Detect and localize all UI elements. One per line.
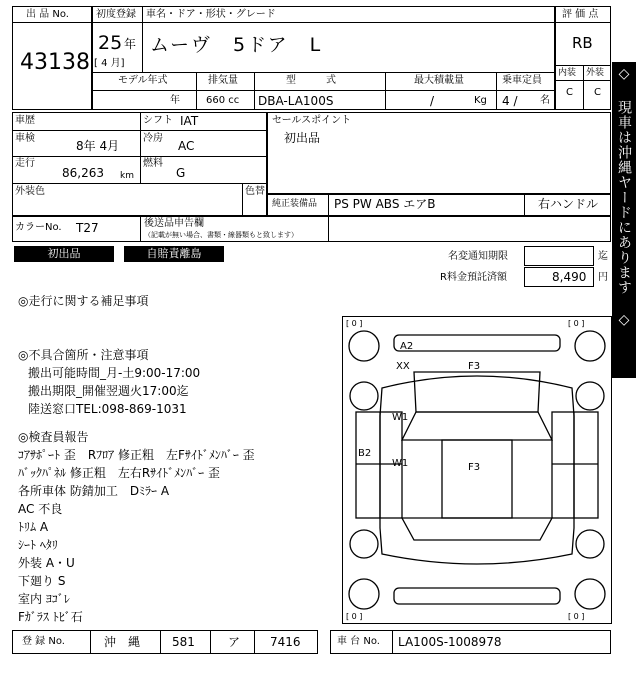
fuel-label: 燃料 — [143, 158, 163, 169]
max-load-slash: / — [430, 94, 435, 108]
sales-point-label: セールスポイント — [272, 115, 352, 126]
inspection-label: 車検 — [15, 133, 35, 144]
grade-label: 評 価 点 — [562, 9, 599, 20]
year-unit: 年 — [124, 37, 137, 51]
postnote-sub: （記載が無い場合、書類・線器類もと致します） — [144, 231, 298, 239]
first-reg-month: [ 4 月] — [94, 58, 125, 69]
corner-fr: [ 0 ] — [568, 319, 585, 328]
wheel-rear-left-icon — [349, 579, 379, 609]
capacity-label: 乗車定員 — [502, 75, 542, 86]
history-label: 車歴 — [15, 115, 35, 126]
chassis-label: 車 台 No. — [337, 636, 380, 647]
shift: IAT — [180, 114, 199, 128]
name-change-box — [524, 246, 594, 266]
right-side-view — [394, 588, 560, 604]
first-reg-year: 25 — [98, 32, 123, 54]
inspector-item: ﾊﾞｯｸﾊﾟﾈﾙ 修正粗 左右Rｻｲﾄﾞﾒﾝﾊﾞｰ 歪 — [18, 466, 220, 480]
tag-insurance: 自賠責離島 — [124, 246, 224, 262]
reg-label: 登 録 No. — [22, 636, 65, 647]
wheel-front-right-icon — [575, 331, 605, 361]
wheel-front-left-icon — [349, 331, 379, 361]
reg-kana: ア — [228, 635, 241, 649]
corner-rl: [ 0 ] — [346, 612, 363, 621]
wheel-top-fr-icon — [576, 382, 604, 410]
sidebar-notice — [612, 62, 636, 378]
defect-item: 陸送窓口TEL:098-869-1031 — [28, 402, 187, 416]
right-doors — [552, 412, 598, 518]
model-type: DBA-LA100S — [258, 94, 334, 108]
sidebar-notice-text: ◇ 現車は沖縄ヤードにあります ◇ — [616, 66, 632, 329]
corner-fl: [ 0 ] — [346, 319, 363, 328]
car-diagram — [342, 316, 612, 624]
rear-window-panel — [402, 518, 552, 540]
mark-w1-rear: W1 — [392, 458, 409, 469]
inspector-item: 各所車体 防錆加工 Dﾐﾗｰ A — [18, 484, 170, 498]
interior-grade: C — [566, 87, 573, 98]
recycle-label: R料金預託済額 — [440, 272, 507, 283]
lot-no-label: 出 品 No. — [26, 9, 69, 20]
mark-f3-hood: F3 — [468, 361, 481, 372]
mileage-label: 走行 — [15, 158, 35, 169]
left-side-view — [394, 335, 560, 351]
wheel-top-rl-icon — [350, 530, 378, 558]
mark-b2: B2 — [358, 448, 372, 459]
shift-label: シフト — [143, 115, 173, 126]
reg-class: 581 — [172, 635, 195, 649]
remarks-section — [18, 292, 343, 626]
corner-rr: [ 0 ] — [568, 612, 585, 621]
air-conditioning: AC — [178, 139, 195, 153]
defects-title: ◎不具合箇所・注意事項 — [18, 348, 149, 362]
inspector-item: Fｶﾞﾗｽ ﾄﾋﾞ石 — [18, 610, 83, 624]
type-label: 型 式 — [286, 75, 336, 86]
displacement: 660 cc — [206, 95, 240, 106]
inspector-item: ｼｰﾄ ﾍﾀﾘ — [18, 538, 58, 552]
inspection: 8年 4月 — [76, 139, 120, 153]
recycle-amount: 8,490 — [552, 270, 587, 284]
model-year-unit: 年 — [170, 95, 180, 106]
color-postnote-box — [12, 216, 611, 242]
color-no-label: カラーNo. — [15, 222, 62, 233]
exterior-label: 外装 — [586, 68, 605, 78]
color-change-label: 色替 — [245, 186, 265, 197]
capacity: 4 / — [502, 94, 518, 108]
mileage: 86,263 — [62, 166, 104, 180]
wheel-top-fl-icon — [350, 382, 378, 410]
car-name-label: 車名・ドア・形状・グレード — [146, 9, 276, 20]
chassis-number: LA100S-1008978 — [398, 635, 502, 649]
mark-a2: A2 — [400, 341, 414, 352]
postnote-label: 後送品申告欄 — [144, 218, 204, 229]
inspector-item: AC 不良 — [18, 502, 63, 516]
roof-panel — [442, 440, 512, 518]
inspector-item: ﾄﾘﾑ A — [18, 520, 49, 534]
defect-item: 搬出可能時間_月-土9:00-17:00 — [28, 366, 201, 380]
color-no: T27 — [76, 221, 99, 235]
mileage-unit: km — [120, 171, 134, 181]
wheel-rear-right-icon — [575, 579, 605, 609]
sales-point: 初出品 — [284, 131, 321, 145]
inspector-item: 室内 ﾖｺﾞﾚ — [18, 592, 70, 606]
tag-first-listing: 初出品 — [14, 246, 114, 262]
first-reg-label: 初度登録 — [96, 9, 136, 20]
driving-title: ◎走行に関する補足事項 — [18, 294, 149, 308]
car-name: ムーヴ 5ドア L — [150, 34, 323, 56]
ac-label: 冷房 — [143, 133, 163, 144]
equipment: PS PW ABS エアB — [334, 197, 436, 211]
ext-color-label: 外装色 — [15, 186, 45, 197]
max-load-label: 最大積載量 — [414, 75, 464, 86]
mark-w1-front: W1 — [392, 412, 409, 423]
mark-f3-roof: F3 — [468, 462, 481, 473]
name-change-label: 名変通知期限 — [448, 251, 508, 262]
max-load-unit: Kg — [474, 95, 487, 106]
capacity-unit: 名 — [540, 95, 550, 106]
grade: RB — [572, 34, 593, 52]
name-change-unit: 迄 — [598, 251, 608, 262]
lot-number: 43138 — [20, 50, 90, 75]
exterior-grade: C — [594, 87, 601, 98]
defect-item: 搬出期限_開催翌週火17:00迄 — [28, 384, 189, 398]
interior-label: 内装 — [558, 68, 577, 78]
inspector-item: 外装 A・U — [18, 556, 75, 570]
inspector-title: ◎検査員報告 — [18, 430, 89, 444]
inspector-item: ｺｱｻﾎﾟｰﾄ 歪 Rﾌﾛｱ 修正粗 左Fｻｲﾄﾞﾒﾝﾊﾞｰ 歪 — [18, 448, 255, 462]
model-year-label: モデル年式 — [118, 75, 168, 86]
equipment-label: 純正装備品 — [272, 199, 318, 209]
recycle-unit: 円 — [598, 272, 608, 283]
reg-area: 沖 縄 — [104, 635, 141, 649]
reg-number: 7416 — [270, 635, 301, 649]
wheel-top-rr-icon — [576, 530, 604, 558]
fuel: G — [176, 166, 186, 180]
steering: 右ハンドル — [538, 197, 599, 211]
inspector-item: 下廻り S — [18, 574, 66, 588]
mark-xx: XX — [396, 361, 410, 372]
displacement-label: 排気量 — [208, 75, 238, 86]
windshield-panel — [402, 412, 552, 440]
